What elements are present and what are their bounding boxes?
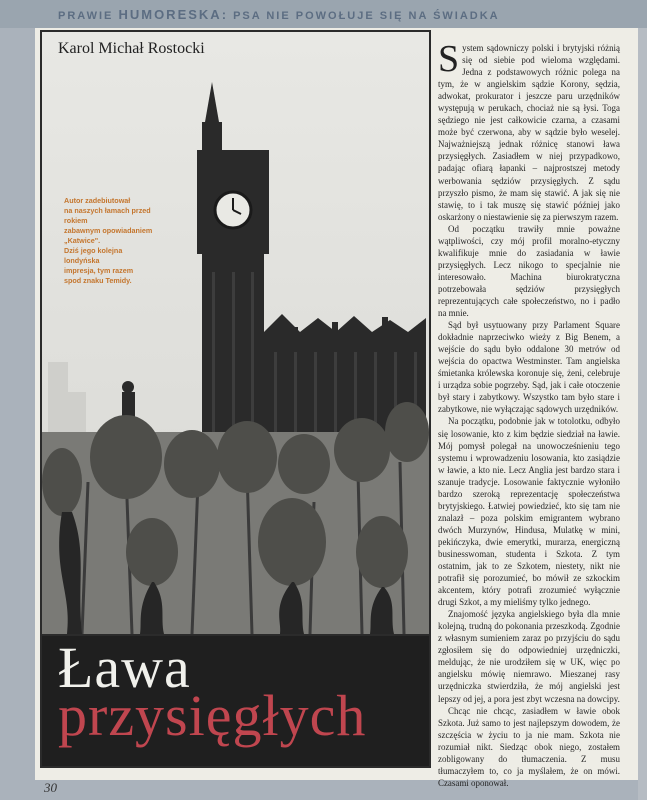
- header-subtitle: PSA NIE POWOŁUJE SIĘ NA ŚWIADKA: [233, 10, 500, 22]
- big-ben-illustration: [42, 32, 429, 634]
- paragraph-text: ystem sądowniczy polski i brytyjski różnią się od siebie pod wieloma względami. Jedna z podstawowych różnic polega na tym, że w angielskim sądzie Korony, sędzia, adwokat, prokurator i jeszcze paru urzędników występują w perukach, chociaż nie są łysi. Toga sędziego nie jest całkowicie czarna, a czasami może być czerwona, aby w sądzie było weselej. Najważniejszą jednak różnicę stanowi ława przysięgłych. Zasiadłem w niej przypadkowo, padając ofiarą łapanki – najprostszej metody werbowania sędziów przysięgłych. Z sądu przyszło pismo, że mam się stawić. A jak się nie stawię, to i tak muszę się stawić później jako oskarżony o niestawienie się za pierwszym razem.: [438, 43, 620, 222]
- intro-line: spod znaku Temidy.: [64, 276, 132, 285]
- intro-line: zabawnym opowiadaniem: [64, 226, 153, 235]
- header-section-title: HUMORESKA:: [118, 7, 229, 22]
- article-paragraph: Sąd był usytuowany przy Parlament Square dokładnie naprzeciwko wieży z Big Benem, a wejście do sądu było oddalone 30 metrów od wejścia do opactwa Westminster. Tam angielska śmietanka królewska koronuje się, żeni, celebruje i urządza sobie pogrzeby. Sąd, jak i całe otoczenie był stary i zabytkowy. Wszystko tam było stare i zabytkowe, nie wyłączając sądowych urzędników.: [438, 320, 620, 415]
- intro-line: impresja, tym razem: [64, 266, 134, 275]
- page-edge: [638, 28, 647, 800]
- drop-cap: S: [438, 38, 460, 80]
- article-paragraph: Chcąc nie chcąc, zasiadłem w ławie obok Szkota. Już samo to jest najlepszym dowodem, że szczęścia w życiu to ja nie mam. Szkota nie rozumiał nikt. Siedząc obok niego, zostałem zobligowany do tłumaczenia. Z musu tłumaczyłem to, co ja myślałem, że on mówi. Czasami oponował.: [438, 705, 620, 788]
- article-title-line-2: przysięgłych: [58, 683, 367, 748]
- article-paragraph: Od początku trawiły mnie poważne wątpliwości, czy mój profil moralno-etyczny kwalifikuje mnie do zasiadania w ławie przysięgłych. Lecz nikogo to specjalnie nie interesowało. Machina biurokratyczna potrzebowała sędziów przysięgłych reprezentujących całe społeczeństwo, no i padło na mnie.: [438, 223, 620, 319]
- intro-line: „Katwice".: [64, 236, 101, 245]
- article-title-line-1: Ława: [58, 635, 191, 700]
- author-name: Karol Michał Rostocki: [58, 40, 205, 57]
- article-paragraph: [438, 38, 620, 223]
- article-paragraph: Na początku, podobnie jak w totolotku, odbyło się losowanie, kto z kim będzie siedział na ławie. Mój pomysł polegał na unowocześnieniu tego systemu i wprowadzeniu losowania, kto zasiądzie w ławie, a kto nie. Lecz Anglia jest bardzo stara i szanuje tradycje. Losowanie faktycznie wyłoniło bardzo szeroką reprezentację społeczeństwa brytyjskiego. Łatwiej powiedzieć, kto się tam nie znalazł – poza polskim emigrantem wybrano dwóch Murzynów, Hindusa, Mulatkę w mini, pekińczyka, dwie emerytki, murarza, energiczną businesswoman, studenta i Szkota. Z tym ostatnim, jak to ze Szkotem, niestety, nikt nie potrafił się porozumieć, bo mówił ze szkockim akcentem, który potrafi zrozumieć wyłącznie drugi Szkot, a my mieliśmy tylko jednego.: [438, 416, 620, 608]
- intro-line: Autor zadebiutował: [64, 196, 131, 205]
- intro-line: Dziś jego kolejna londyńska: [64, 246, 123, 265]
- big-ben-photo: [42, 32, 429, 634]
- article-body: [438, 38, 620, 788]
- intro-line: na naszych łamach przed rokiem: [64, 206, 151, 225]
- running-header: [58, 7, 500, 22]
- page-number: 30: [44, 780, 57, 795]
- header-prefix: PRAWIE: [58, 10, 114, 22]
- intro-blurb: [64, 196, 154, 286]
- article-paragraph: Znajomość języka angielskiego była dla mnie kolejną, trudną do pokonania przeszkodą. Zgodnie z własnym sumieniem zaraz po przyjściu do sądu zgłosiłem się do odpowiedniej urzędniczki, meldując, że nie urodziłem się w UK, więc po angielsku mówię niemrawo. Mieszanej rasy urzędniczka stwierdziła, że mój angielski jest lepszy od jej, a pora jest zbyt wczesna na dowcipy.: [438, 609, 620, 704]
